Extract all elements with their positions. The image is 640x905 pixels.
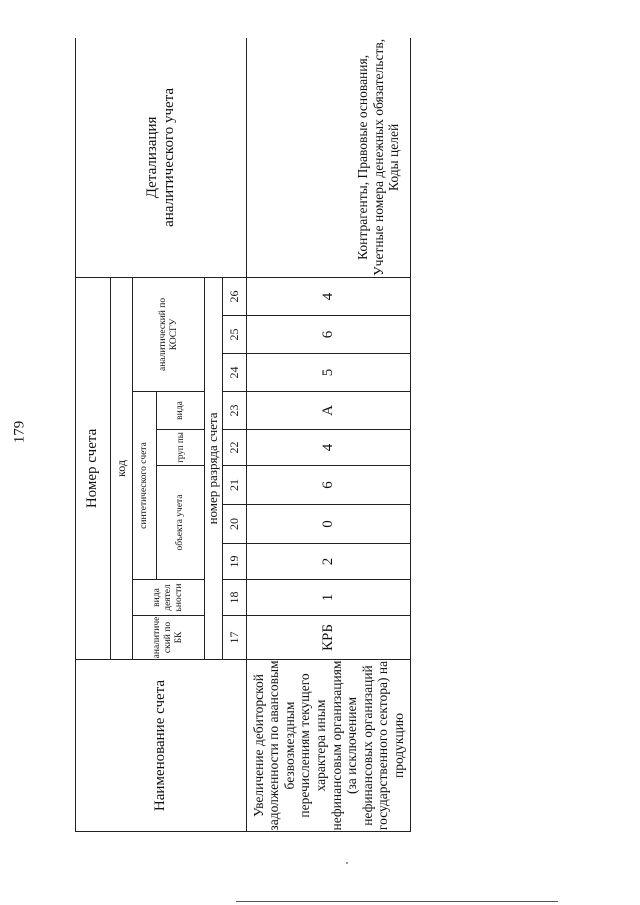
page-number: 179 [11, 420, 28, 444]
header-account-name: Наименование счета [76, 660, 247, 832]
scan-speck [346, 862, 348, 864]
header-group: груп пы [157, 430, 205, 466]
column-number: 18 [223, 580, 247, 616]
header-accounting-object: объекта учета [157, 466, 205, 580]
analytics-detail-cell: Контрагенты, Правовые основания, Учетные номера денежных обязательств, Коды целей [247, 38, 411, 277]
header-code: код [111, 277, 133, 659]
header-digit-number: номер разряда счета [205, 277, 223, 659]
accounts-table-sheet [75, 38, 411, 832]
header-synthetic: синтетического счета [133, 392, 157, 580]
column-number: 19 [223, 544, 247, 580]
column-number: 25 [223, 316, 247, 354]
column-number: 22 [223, 430, 247, 466]
column-number: 20 [223, 505, 247, 544]
value-activity-type: 1 [247, 580, 411, 616]
footer-rule [236, 901, 558, 902]
value-analytical-bk: КРБ [247, 616, 411, 660]
value-kind: А [247, 392, 411, 430]
column-number: 23 [223, 392, 247, 430]
header-analytics-detail: Детализация аналитического учета [76, 38, 247, 277]
rotated-table-wrapper [75, 38, 411, 832]
value-group: 4 [247, 430, 411, 466]
value-kosgu-26: 4 [247, 277, 411, 315]
value-digit-20: 0 [247, 505, 411, 544]
header-analytical-kosgu: аналитический по КОСГУ [133, 277, 205, 391]
account-name-cell: Увеличение дебиторской задолженности по авансовым безвозмездным перечислениям текущего характера иным нефинансовым организациям (за исключением нефинансовых организаций государственного сектора) на продукцию [247, 660, 411, 832]
column-number: 24 [223, 354, 247, 392]
header-analytical-bk: аналитиче ский по БК [133, 616, 205, 660]
column-number: 17 [223, 616, 247, 660]
value-digit-19: 2 [247, 544, 411, 580]
header-activity-type: вида деятел ьности [133, 580, 205, 616]
column-number: 21 [223, 466, 247, 505]
column-number: 26 [223, 277, 247, 315]
header-kind: вида [157, 392, 205, 430]
value-kosgu-24: 5 [247, 354, 411, 392]
accounts-table [75, 38, 411, 832]
value-kosgu-25: 6 [247, 316, 411, 354]
header-account-number: Номер счета [76, 277, 111, 659]
value-digit-21: 6 [247, 466, 411, 505]
